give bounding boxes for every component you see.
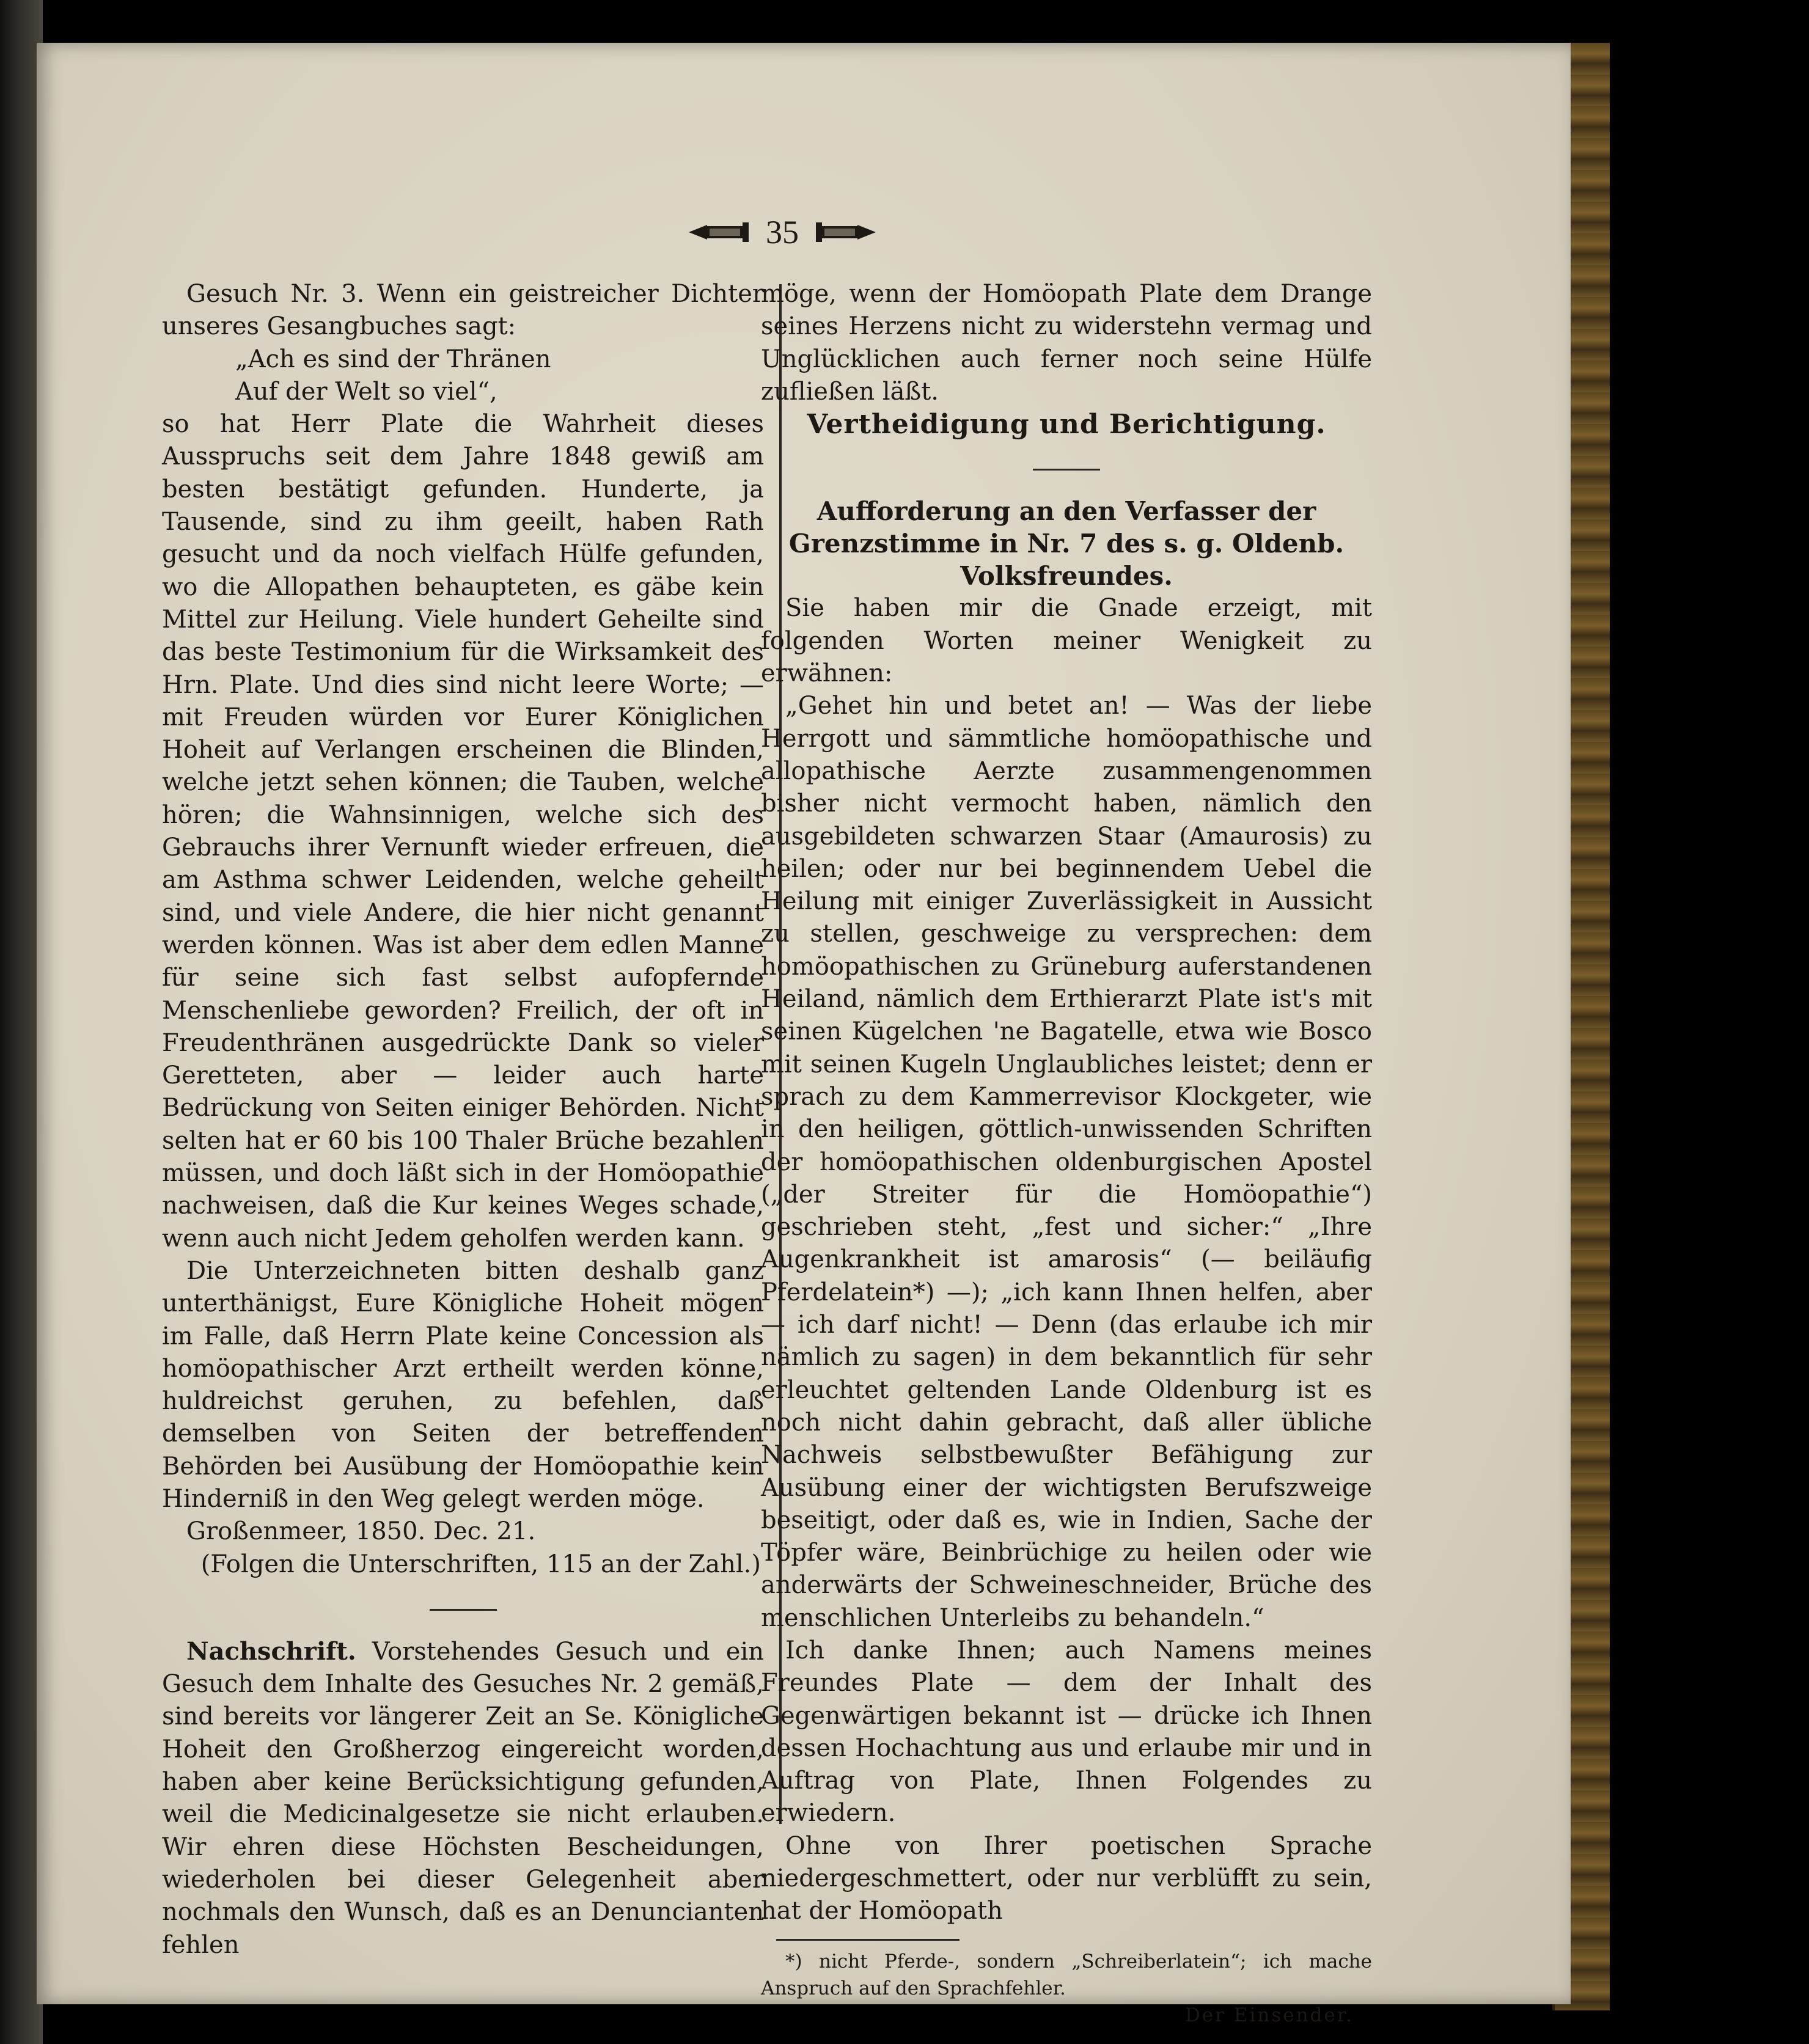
continued-paragraph: möge, wenn der Homöopath Plate dem Drange seines Herzens nicht zu widerstehn vermag und Unglücklichen auch ferner noch seine Hülfe zufließen läßt. bbox=[761, 280, 1372, 406]
right-column bbox=[761, 278, 1372, 2029]
book-page bbox=[37, 43, 1571, 2026]
postscript bbox=[162, 1635, 764, 1962]
page-number: 35 bbox=[766, 214, 799, 251]
article-paragraph-4: Ohne von Ihrer poetischen Sprache niedergeschmettert, oder nur verblüfft zu sein, hat der Homöopath bbox=[761, 1831, 1372, 1925]
postscript-body: Vorstehendes Gesuch und ein Gesuch dem Inhalte des Gesuches Nr. 2 gemäß, sind bereits vor längerer Zeit an Se. Königliche Hoheit den Großherzog eingereicht worden, haben aber keine Berücksichtigung gefunden, weil die Medicinalgesetze sie nicht erlauben. Wir ehren diese Höchsten Bescheidungen, wiederholen bei dieser Gelegenheit aber nochmals den Wunsch, daß es an Denuncianten fehlen bbox=[162, 1637, 764, 1959]
footnote-text: *) nicht Pferde-, sondern „Schreiberlatein“; ich mache Anspruch auf den Sprachfehler. bbox=[761, 1950, 1372, 1999]
heading-rule bbox=[1033, 469, 1100, 471]
footnote-rule bbox=[776, 1939, 960, 1941]
article-paragraph-1: Sie haben mir die Gnade erzeigt, mit folgenden Worten meiner Wenigkeit zu erwähnen: bbox=[761, 594, 1372, 688]
hymn-quote-line-2: Auf der Welt so viel“, bbox=[235, 377, 497, 406]
footnote-signature: Der Einsender. bbox=[1184, 2004, 1354, 2026]
section-heading: Vertheidigung und Berichtigung. bbox=[807, 409, 1326, 441]
petition-date: Großenmeer, 1850. Dec. 21. bbox=[186, 1517, 536, 1546]
petition-request: Die Unterzeichneten bitten deshalb ganz unterthänigst, Eure Königliche Hoheit mögen im Falle, daß Herrn Plate keine Concession als homöopathischer Arzt ertheilt werden könne, huldreichst geruhen, zu befehlen, daß demselben von Seiten der betreffenden Behörden bei Ausübung der Homöopathie kein Hinderniß in den Weg gelegt werden möge. bbox=[162, 1256, 764, 1513]
signature-note: (Folgen die Unterschriften, 115 an der Zahl.) bbox=[200, 1550, 761, 1578]
article-subheading: Aufforderung an den Verfasser der Grenzstimme in Nr. 7 des s. g. Oldenb. Volksfreundes. bbox=[788, 496, 1345, 592]
petition-intro: Gesuch Nr. 3. Wenn ein geistreicher Dichter unseres Gesangbuches sagt: bbox=[162, 280, 764, 341]
right-ornament-icon bbox=[815, 220, 876, 244]
petition-body: so hat Herr Plate die Wahrheit dieses Ausspruchs seit dem Jahre 1848 gewiß am besten bestätigt gefunden. Hunderte, ja Tausende, sind zu ihm geeilt, haben Rath gesucht und da noch vielfach Hülfe gefunden, wo die Allopathen behaupteten, es gäbe kein Mittel zur Heilung. Viele hundert Geheilte sind das beste Testimonium für die Wirksamkeit des Hrn. Plate. Und dies sind nicht leere Worte; — mit Freuden würden vor Eurer Königlichen Hoheit auf Verlangen erscheinen die Blinden, welche jetzt sehen können; die Tauben, welche hören; die Wahnsinnigen, welche sich des Gebrauchs ihrer Vernunft wieder erfreuen, die am Asthma schwer Leidenden, welche geheilt sind, und viele Andere, die hier nicht genannt werden können. Was ist aber dem edlen Manne für seine sich fast selbst aufopfernde Menschenliebe geworden? Freilich, der oft in Freudenthränen ausgedrückte Dank so vieler Geretteten, aber — leider auch harte Bedrückung von Seiten einiger Behörden. Nicht selten hat er 60 bis 100 Thaler Brüche bezahlen müssen, und doch läßt sich in der Homöopathie nachweisen, daß die Kur keines Weges schade, wenn auch nicht Jedem geholfen werden kann. bbox=[162, 410, 764, 1253]
hymn-quote-line-1: „Ach es sind der Thränen bbox=[235, 345, 551, 373]
page-header bbox=[37, 208, 1528, 257]
left-ornament-icon bbox=[689, 220, 750, 244]
article-paragraph-3: Ich danke Ihnen; auch Namens meines Freundes Plate — dem der Inhalt des Gegenwärtigen bekannt ist — drücke ich Ihnen dessen Hochachtung aus und erlaube mir und in Auftrag von Plate, Ihnen Folgendes zu erwiedern. bbox=[761, 1636, 1372, 1828]
article-quote: „Gehet hin und betet an! — Was der liebe Herrgott und sämmtliche homöopathische und allopathische Aerzte zusammengenommen bisher nicht vermocht haben, nämlich den ausgebildeten schwarzen Staar (Amaurosis) zu heilen; oder nur bei beginnendem Uebel die Heilung mit einiger Zuverlässigkeit in Aussicht zu stellen, geschweige zu versprechen: dem homöopathischen zu Grüneburg auferstandenen Heiland, nämlich dem Erthierarzt Plate ist's mit seinen Kügelchen 'ne Bagatelle, etwa wie Bosco mit seinen Kugeln Unglaubliches leistet; denn er sprach zu dem Kammerrevisor Klockgeter, wie in den heiligen, göttlich-unwissenden Schriften der homöopathischen oldenburgischen Apostel („der Streiter für die Homöopathie“) geschrieben steht, „fest und sicher:“ „Ihre Augenkrankheit ist amarosis“ (— beiläufig Pferdelatein*) —); „ich kann Ihnen helfen, aber — ich darf nicht! — Denn (das erlaube ich mir nämlich zu sagen) in dem bekanntlich für sehr erleuchtet geltenden Lande Oldenburg ist es noch nicht dahin gebracht, daß aller übliche Nachweis selbstbewußter Befähigung zur Ausübung einer der wichtigsten Berufszweige beseitigt, oder daß es, wie in Indien, Sache der Töpfer wäre, Beinbrüchige zu heilen oder wie anderwärts der Schweineschneider, Brüche des menschlichen Unterleibs zu behandeln.“ bbox=[761, 692, 1372, 1632]
section-rule bbox=[430, 1609, 497, 1611]
left-column bbox=[162, 278, 764, 1962]
postscript-lead: Nachschrift. bbox=[186, 1636, 356, 1666]
